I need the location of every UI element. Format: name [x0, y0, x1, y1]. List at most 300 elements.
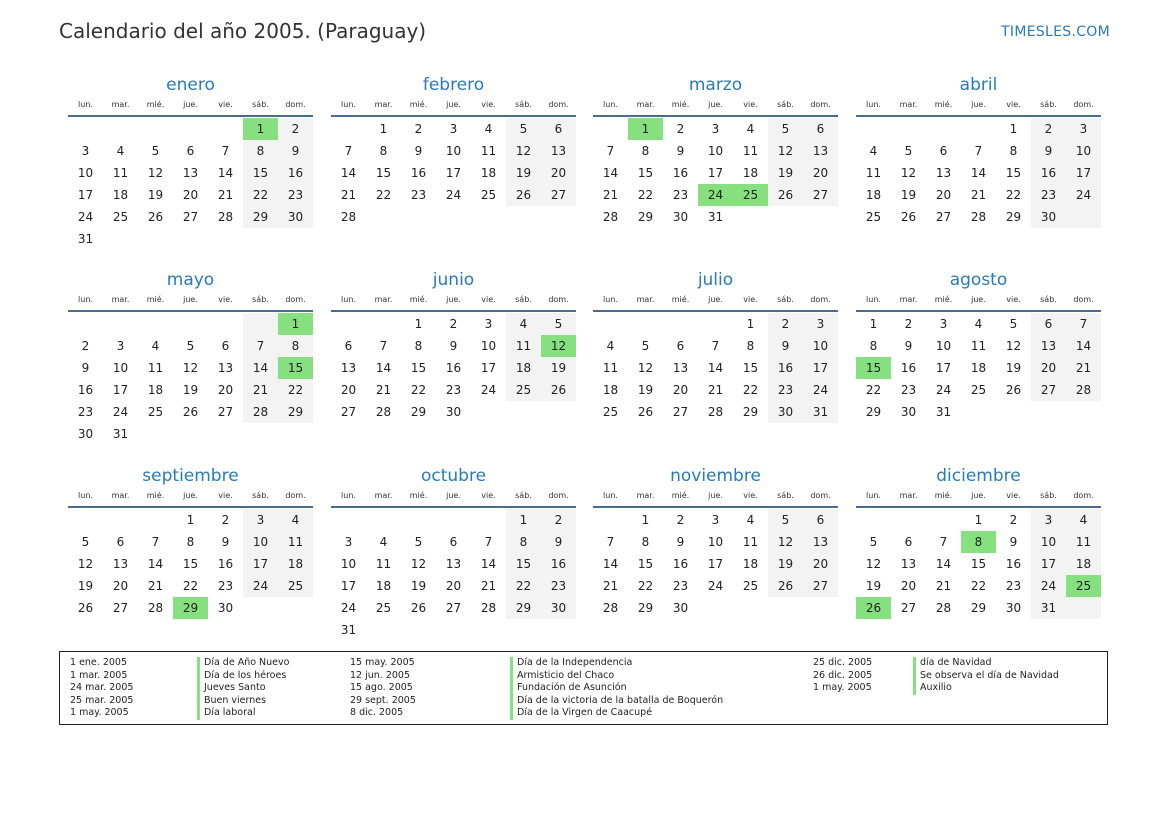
day-cell[interactable]: 18 — [1075, 557, 1092, 571]
day-cell[interactable]: 6 — [1044, 317, 1053, 331]
day-cell[interactable]: 27 — [900, 601, 917, 615]
day-cell[interactable]: 17 — [1075, 166, 1092, 180]
day-cell[interactable]: 19 — [1005, 361, 1022, 375]
day-cell[interactable]: 23 — [410, 188, 427, 202]
day-cell[interactable]: 24 — [707, 579, 724, 593]
day-cell[interactable]: 12 — [147, 166, 164, 180]
day-cell[interactable]: 14 — [375, 361, 392, 375]
holiday-day[interactable]: 26 — [856, 597, 891, 619]
day-cell[interactable]: 25 — [375, 601, 392, 615]
day-cell[interactable]: 3 — [711, 122, 720, 136]
day-cell[interactable]: 9 — [676, 144, 685, 158]
day-cell[interactable]: 23 — [550, 579, 567, 593]
day-cell[interactable]: 29 — [515, 601, 532, 615]
holiday-day[interactable]: 8 — [961, 531, 996, 553]
day-cell[interactable]: 31 — [340, 623, 357, 637]
day-cell[interactable]: 26 — [410, 601, 427, 615]
day-cell[interactable]: 2 — [414, 122, 423, 136]
day-cell[interactable]: 24 — [812, 383, 829, 397]
day-cell[interactable]: 5 — [151, 144, 160, 158]
day-cell[interactable]: 31 — [812, 405, 829, 419]
day-cell[interactable]: 16 — [1005, 557, 1022, 571]
day-cell[interactable]: 14 — [252, 361, 269, 375]
day-cell[interactable]: 29 — [970, 601, 987, 615]
day-cell[interactable]: 23 — [900, 383, 917, 397]
day-cell[interactable]: 16 — [287, 166, 304, 180]
day-cell[interactable]: 20 — [900, 579, 917, 593]
day-cell[interactable]: 10 — [812, 339, 829, 353]
day-cell[interactable]: 26 — [550, 383, 567, 397]
day-cell[interactable]: 27 — [340, 405, 357, 419]
day-cell[interactable]: 3 — [81, 144, 90, 158]
day-cell[interactable]: 11 — [602, 361, 619, 375]
day-cell[interactable]: 28 — [970, 210, 987, 224]
day-cell[interactable]: 3 — [256, 513, 265, 527]
day-cell[interactable]: 20 — [672, 383, 689, 397]
day-cell[interactable]: 25 — [480, 188, 497, 202]
day-cell[interactable]: 22 — [515, 579, 532, 593]
day-cell[interactable]: 12 — [1005, 339, 1022, 353]
day-cell[interactable]: 27 — [812, 579, 829, 593]
day-cell[interactable]: 20 — [812, 166, 829, 180]
day-cell[interactable]: 7 — [221, 144, 230, 158]
day-cell[interactable]: 24 — [340, 601, 357, 615]
day-cell[interactable]: 4 — [484, 122, 493, 136]
day-cell[interactable]: 13 — [217, 361, 234, 375]
day-cell[interactable]: 23 — [777, 383, 794, 397]
day-cell[interactable]: 20 — [935, 188, 952, 202]
holiday-day[interactable]: 25 — [1066, 575, 1101, 597]
day-cell[interactable]: 10 — [935, 339, 952, 353]
day-cell[interactable]: 13 — [672, 361, 689, 375]
day-cell[interactable]: 27 — [217, 405, 234, 419]
day-cell[interactable]: 19 — [147, 188, 164, 202]
day-cell[interactable]: 26 — [77, 601, 94, 615]
day-cell[interactable]: 27 — [445, 601, 462, 615]
day-cell[interactable]: 28 — [602, 601, 619, 615]
day-cell[interactable]: 14 — [147, 557, 164, 571]
day-cell[interactable]: 28 — [1075, 383, 1092, 397]
day-cell[interactable]: 22 — [287, 383, 304, 397]
day-cell[interactable]: 5 — [641, 339, 650, 353]
day-cell[interactable]: 7 — [711, 339, 720, 353]
day-cell[interactable]: 6 — [816, 513, 825, 527]
day-cell[interactable]: 25 — [602, 405, 619, 419]
day-cell[interactable]: 17 — [707, 557, 724, 571]
day-cell[interactable]: 23 — [217, 579, 234, 593]
day-cell[interactable]: 18 — [970, 361, 987, 375]
day-cell[interactable]: 29 — [252, 210, 269, 224]
day-cell[interactable]: 13 — [445, 557, 462, 571]
day-cell[interactable]: 3 — [1079, 122, 1088, 136]
day-cell[interactable]: 15 — [637, 166, 654, 180]
day-cell[interactable]: 25 — [147, 405, 164, 419]
day-cell[interactable]: 5 — [869, 535, 878, 549]
day-cell[interactable]: 18 — [287, 557, 304, 571]
day-cell[interactable]: 20 — [445, 579, 462, 593]
day-cell[interactable]: 8 — [414, 339, 423, 353]
day-cell[interactable]: 9 — [781, 339, 790, 353]
day-cell[interactable]: 10 — [707, 535, 724, 549]
day-cell[interactable]: 22 — [252, 188, 269, 202]
day-cell[interactable]: 2 — [291, 122, 300, 136]
day-cell[interactable]: 11 — [375, 557, 392, 571]
day-cell[interactable]: 2 — [449, 317, 458, 331]
day-cell[interactable]: 3 — [939, 317, 948, 331]
day-cell[interactable]: 6 — [344, 339, 353, 353]
day-cell[interactable]: 29 — [410, 405, 427, 419]
day-cell[interactable]: 10 — [252, 535, 269, 549]
day-cell[interactable]: 2 — [1044, 122, 1053, 136]
day-cell[interactable]: 23 — [672, 188, 689, 202]
holiday-day[interactable]: 1 — [278, 313, 313, 335]
site-brand-link[interactable]: TIMESLES.COM — [1001, 24, 1110, 40]
day-cell[interactable]: 28 — [340, 210, 357, 224]
day-cell[interactable]: 17 — [812, 361, 829, 375]
day-cell[interactable]: 2 — [221, 513, 230, 527]
day-cell[interactable]: 25 — [515, 383, 532, 397]
day-cell[interactable]: 25 — [287, 579, 304, 593]
day-cell[interactable]: 20 — [217, 383, 234, 397]
holiday-day[interactable]: 15 — [856, 357, 891, 379]
day-cell[interactable]: 29 — [1005, 210, 1022, 224]
day-cell[interactable]: 20 — [550, 166, 567, 180]
day-cell[interactable]: 10 — [1075, 144, 1092, 158]
day-cell[interactable]: 7 — [151, 535, 160, 549]
day-cell[interactable]: 26 — [777, 579, 794, 593]
day-cell[interactable]: 19 — [777, 166, 794, 180]
day-cell[interactable]: 26 — [182, 405, 199, 419]
day-cell[interactable]: 21 — [1075, 361, 1092, 375]
day-cell[interactable]: 18 — [147, 383, 164, 397]
day-cell[interactable]: 25 — [970, 383, 987, 397]
day-cell[interactable]: 20 — [112, 579, 129, 593]
day-cell[interactable]: 17 — [707, 166, 724, 180]
day-cell[interactable]: 7 — [1079, 317, 1088, 331]
day-cell[interactable]: 3 — [484, 317, 493, 331]
day-cell[interactable]: 3 — [449, 122, 458, 136]
day-cell[interactable]: 22 — [865, 383, 882, 397]
day-cell[interactable]: 16 — [672, 557, 689, 571]
day-cell[interactable]: 5 — [1009, 317, 1018, 331]
day-cell[interactable]: 14 — [970, 166, 987, 180]
day-cell[interactable]: 10 — [340, 557, 357, 571]
day-cell[interactable]: 7 — [939, 535, 948, 549]
day-cell[interactable]: 19 — [637, 383, 654, 397]
day-cell[interactable]: 4 — [974, 317, 983, 331]
day-cell[interactable]: 21 — [707, 383, 724, 397]
day-cell[interactable]: 21 — [602, 188, 619, 202]
day-cell[interactable]: 9 — [1044, 144, 1053, 158]
day-cell[interactable]: 17 — [77, 188, 94, 202]
day-cell[interactable]: 1 — [746, 317, 755, 331]
day-cell[interactable]: 8 — [256, 144, 265, 158]
day-cell[interactable]: 29 — [865, 405, 882, 419]
day-cell[interactable]: 13 — [340, 361, 357, 375]
day-cell[interactable]: 18 — [742, 166, 759, 180]
day-cell[interactable]: 9 — [904, 339, 913, 353]
day-cell[interactable]: 10 — [445, 144, 462, 158]
day-cell[interactable]: 4 — [746, 122, 755, 136]
day-cell[interactable]: 30 — [672, 210, 689, 224]
day-cell[interactable]: 30 — [900, 405, 917, 419]
day-cell[interactable]: 25 — [112, 210, 129, 224]
day-cell[interactable]: 1 — [379, 122, 388, 136]
day-cell[interactable]: 15 — [1005, 166, 1022, 180]
day-cell[interactable]: 9 — [554, 535, 563, 549]
day-cell[interactable]: 23 — [287, 188, 304, 202]
day-cell[interactable]: 4 — [746, 513, 755, 527]
day-cell[interactable]: 13 — [935, 166, 952, 180]
day-cell[interactable]: 8 — [1009, 144, 1018, 158]
day-cell[interactable]: 4 — [116, 144, 125, 158]
day-cell[interactable]: 17 — [112, 383, 129, 397]
day-cell[interactable]: 4 — [151, 339, 160, 353]
day-cell[interactable]: 12 — [637, 361, 654, 375]
day-cell[interactable]: 8 — [379, 144, 388, 158]
day-cell[interactable]: 6 — [221, 339, 230, 353]
day-cell[interactable]: 12 — [515, 144, 532, 158]
day-cell[interactable]: 14 — [707, 361, 724, 375]
day-cell[interactable]: 31 — [112, 427, 129, 441]
day-cell[interactable]: 29 — [637, 601, 654, 615]
day-cell[interactable]: 23 — [672, 579, 689, 593]
day-cell[interactable]: 8 — [641, 144, 650, 158]
day-cell[interactable]: 16 — [672, 166, 689, 180]
day-cell[interactable]: 24 — [935, 383, 952, 397]
day-cell[interactable]: 6 — [554, 122, 563, 136]
day-cell[interactable]: 13 — [812, 144, 829, 158]
day-cell[interactable]: 14 — [1075, 339, 1092, 353]
day-cell[interactable]: 27 — [672, 405, 689, 419]
day-cell[interactable]: 2 — [1009, 513, 1018, 527]
day-cell[interactable]: 1 — [414, 317, 423, 331]
day-cell[interactable]: 14 — [602, 557, 619, 571]
day-cell[interactable]: 5 — [519, 122, 528, 136]
day-cell[interactable]: 11 — [742, 535, 759, 549]
day-cell[interactable]: 17 — [340, 579, 357, 593]
day-cell[interactable]: 22 — [970, 579, 987, 593]
day-cell[interactable]: 13 — [812, 535, 829, 549]
day-cell[interactable]: 20 — [1040, 361, 1057, 375]
day-cell[interactable]: 20 — [182, 188, 199, 202]
day-cell[interactable]: 30 — [287, 210, 304, 224]
day-cell[interactable]: 1 — [641, 513, 650, 527]
day-cell[interactable]: 26 — [900, 210, 917, 224]
day-cell[interactable]: 24 — [77, 210, 94, 224]
day-cell[interactable]: 2 — [81, 339, 90, 353]
day-cell[interactable]: 2 — [554, 513, 563, 527]
day-cell[interactable]: 2 — [676, 122, 685, 136]
day-cell[interactable]: 11 — [865, 166, 882, 180]
day-cell[interactable]: 28 — [147, 601, 164, 615]
day-cell[interactable]: 16 — [410, 166, 427, 180]
day-cell[interactable]: 8 — [186, 535, 195, 549]
day-cell[interactable]: 7 — [256, 339, 265, 353]
day-cell[interactable]: 14 — [935, 557, 952, 571]
day-cell[interactable]: 15 — [375, 166, 392, 180]
day-cell[interactable]: 28 — [375, 405, 392, 419]
day-cell[interactable]: 6 — [116, 535, 125, 549]
day-cell[interactable]: 21 — [375, 383, 392, 397]
day-cell[interactable]: 12 — [410, 557, 427, 571]
day-cell[interactable]: 1 — [519, 513, 528, 527]
day-cell[interactable]: 16 — [77, 383, 94, 397]
day-cell[interactable]: 18 — [112, 188, 129, 202]
day-cell[interactable]: 15 — [515, 557, 532, 571]
day-cell[interactable]: 12 — [900, 166, 917, 180]
day-cell[interactable]: 22 — [410, 383, 427, 397]
day-cell[interactable]: 11 — [515, 339, 532, 353]
day-cell[interactable]: 27 — [1040, 383, 1057, 397]
day-cell[interactable]: 17 — [445, 166, 462, 180]
day-cell[interactable]: 28 — [707, 405, 724, 419]
day-cell[interactable]: 8 — [519, 535, 528, 549]
day-cell[interactable]: 29 — [287, 405, 304, 419]
day-cell[interactable]: 24 — [445, 188, 462, 202]
day-cell[interactable]: 9 — [1009, 535, 1018, 549]
day-cell[interactable]: 31 — [1040, 601, 1057, 615]
day-cell[interactable]: 4 — [379, 535, 388, 549]
day-cell[interactable]: 8 — [641, 535, 650, 549]
day-cell[interactable]: 13 — [900, 557, 917, 571]
holiday-day[interactable]: 24 — [698, 184, 733, 206]
day-cell[interactable]: 16 — [900, 361, 917, 375]
day-cell[interactable]: 14 — [480, 557, 497, 571]
day-cell[interactable]: 30 — [217, 601, 234, 615]
day-cell[interactable]: 26 — [1005, 383, 1022, 397]
day-cell[interactable]: 4 — [869, 144, 878, 158]
day-cell[interactable]: 10 — [77, 166, 94, 180]
day-cell[interactable]: 31 — [77, 232, 94, 246]
day-cell[interactable]: 19 — [410, 579, 427, 593]
day-cell[interactable]: 11 — [112, 166, 129, 180]
day-cell[interactable]: 21 — [340, 188, 357, 202]
day-cell[interactable]: 5 — [781, 513, 790, 527]
day-cell[interactable]: 4 — [519, 317, 528, 331]
day-cell[interactable]: 18 — [742, 557, 759, 571]
day-cell[interactable]: 1 — [869, 317, 878, 331]
day-cell[interactable]: 9 — [221, 535, 230, 549]
day-cell[interactable]: 2 — [781, 317, 790, 331]
day-cell[interactable]: 24 — [112, 405, 129, 419]
day-cell[interactable]: 4 — [291, 513, 300, 527]
day-cell[interactable]: 3 — [344, 535, 353, 549]
day-cell[interactable]: 28 — [217, 210, 234, 224]
day-cell[interactable]: 12 — [865, 557, 882, 571]
day-cell[interactable]: 3 — [711, 513, 720, 527]
day-cell[interactable]: 12 — [77, 557, 94, 571]
day-cell[interactable]: 8 — [869, 339, 878, 353]
day-cell[interactable]: 14 — [602, 166, 619, 180]
day-cell[interactable]: 13 — [1040, 339, 1057, 353]
day-cell[interactable]: 13 — [182, 166, 199, 180]
day-cell[interactable]: 22 — [1005, 188, 1022, 202]
day-cell[interactable]: 22 — [182, 579, 199, 593]
day-cell[interactable]: 7 — [606, 535, 615, 549]
day-cell[interactable]: 16 — [217, 557, 234, 571]
holiday-day[interactable]: 15 — [278, 357, 313, 379]
day-cell[interactable]: 5 — [554, 317, 563, 331]
day-cell[interactable]: 23 — [1040, 188, 1057, 202]
day-cell[interactable]: 16 — [445, 361, 462, 375]
day-cell[interactable]: 30 — [1040, 210, 1057, 224]
day-cell[interactable]: 29 — [742, 405, 759, 419]
day-cell[interactable]: 23 — [77, 405, 94, 419]
day-cell[interactable]: 19 — [77, 579, 94, 593]
day-cell[interactable]: 18 — [480, 166, 497, 180]
day-cell[interactable]: 27 — [935, 210, 952, 224]
day-cell[interactable]: 13 — [550, 144, 567, 158]
day-cell[interactable]: 24 — [1040, 579, 1057, 593]
day-cell[interactable]: 11 — [147, 361, 164, 375]
day-cell[interactable]: 19 — [777, 557, 794, 571]
day-cell[interactable]: 5 — [186, 339, 195, 353]
day-cell[interactable]: 7 — [974, 144, 983, 158]
day-cell[interactable]: 10 — [707, 144, 724, 158]
day-cell[interactable]: 17 — [252, 557, 269, 571]
day-cell[interactable]: 31 — [935, 405, 952, 419]
day-cell[interactable]: 17 — [935, 361, 952, 375]
day-cell[interactable]: 19 — [515, 166, 532, 180]
day-cell[interactable]: 7 — [344, 144, 353, 158]
day-cell[interactable]: 30 — [777, 405, 794, 419]
day-cell[interactable]: 19 — [182, 383, 199, 397]
day-cell[interactable]: 15 — [637, 557, 654, 571]
day-cell[interactable]: 21 — [252, 383, 269, 397]
day-cell[interactable]: 19 — [900, 188, 917, 202]
day-cell[interactable]: 9 — [291, 144, 300, 158]
day-cell[interactable]: 4 — [606, 339, 615, 353]
day-cell[interactable]: 3 — [1044, 513, 1053, 527]
day-cell[interactable]: 8 — [746, 339, 755, 353]
day-cell[interactable]: 10 — [112, 361, 129, 375]
day-cell[interactable]: 17 — [480, 361, 497, 375]
day-cell[interactable]: 15 — [252, 166, 269, 180]
day-cell[interactable]: 21 — [147, 579, 164, 593]
day-cell[interactable]: 27 — [182, 210, 199, 224]
day-cell[interactable]: 16 — [550, 557, 567, 571]
day-cell[interactable]: 11 — [742, 144, 759, 158]
day-cell[interactable]: 22 — [375, 188, 392, 202]
day-cell[interactable]: 5 — [414, 535, 423, 549]
day-cell[interactable]: 6 — [186, 144, 195, 158]
day-cell[interactable]: 10 — [1040, 535, 1057, 549]
day-cell[interactable]: 22 — [637, 188, 654, 202]
day-cell[interactable]: 27 — [812, 188, 829, 202]
day-cell[interactable]: 5 — [781, 122, 790, 136]
day-cell[interactable]: 22 — [637, 579, 654, 593]
day-cell[interactable]: 28 — [935, 601, 952, 615]
day-cell[interactable]: 6 — [816, 122, 825, 136]
day-cell[interactable]: 1 — [974, 513, 983, 527]
day-cell[interactable]: 21 — [602, 579, 619, 593]
day-cell[interactable]: 4 — [1079, 513, 1088, 527]
day-cell[interactable]: 12 — [777, 535, 794, 549]
day-cell[interactable]: 22 — [742, 383, 759, 397]
day-cell[interactable]: 1 — [1009, 122, 1018, 136]
holiday-day[interactable]: 25 — [733, 184, 768, 206]
day-cell[interactable]: 30 — [550, 601, 567, 615]
day-cell[interactable]: 15 — [182, 557, 199, 571]
day-cell[interactable]: 14 — [217, 166, 234, 180]
day-cell[interactable]: 28 — [252, 405, 269, 419]
holiday-day[interactable]: 1 — [628, 118, 663, 140]
day-cell[interactable]: 19 — [550, 361, 567, 375]
day-cell[interactable]: 3 — [816, 317, 825, 331]
holiday-day[interactable]: 12 — [541, 335, 576, 357]
day-cell[interactable]: 27 — [550, 188, 567, 202]
